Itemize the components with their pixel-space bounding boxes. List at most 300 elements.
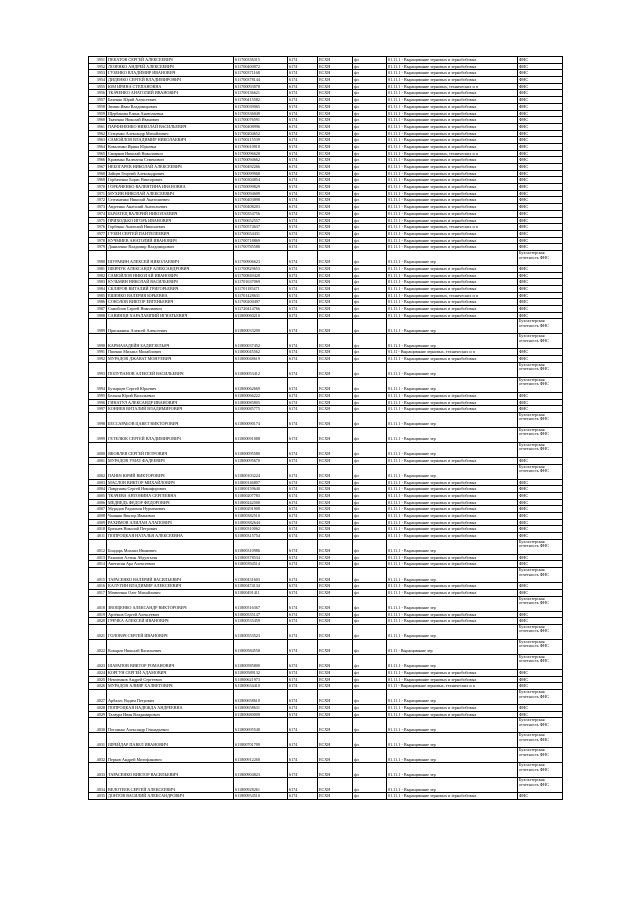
activity-code-cell: 01.11.1 - Выращивание зерновых и зернобобовых bbox=[387, 492, 518, 499]
row-number-cell: 3991 bbox=[89, 349, 107, 356]
row-number-cell: 3960 bbox=[89, 117, 107, 124]
activity-code-cell: 01.11.1 - Выращивание зерновых и зернобобовых bbox=[387, 554, 518, 561]
row-number-cell: 3971 bbox=[89, 190, 107, 197]
table-row bbox=[89, 763, 563, 778]
table-row bbox=[89, 97, 563, 104]
activity-code-cell: 01.11.1 - Выращивание зерновых и зернобобовых bbox=[387, 499, 518, 506]
tax-regime-cell: ЕСХН bbox=[318, 479, 353, 486]
activity-code-cell: 01.11.1 - Выращивание зерновых и зернобобовых bbox=[387, 704, 518, 711]
tax-regime-cell: ЕСХН bbox=[318, 230, 353, 237]
authority-cell: ФНС bbox=[518, 519, 563, 526]
authority-cell: ФНС bbox=[518, 312, 563, 319]
authority-cell: ФНС bbox=[518, 110, 563, 117]
tax-code-cell: 6174 bbox=[288, 499, 318, 506]
tax-code-cell: 6174 bbox=[288, 406, 318, 413]
tax-regime-cell: ЕСХН bbox=[318, 197, 353, 204]
activity-code-cell: 01.11.1 - Выращивание зерновых и зернобобовых bbox=[387, 197, 518, 204]
tax-regime-cell: ЕСХН bbox=[318, 57, 353, 64]
entity-name-cell: ПЕКАТОВ СЕРГЕЙ АЛЕКСЕЕВИЧ bbox=[107, 57, 234, 64]
table-row bbox=[89, 83, 563, 90]
person-type-cell: фл bbox=[353, 164, 387, 171]
person-type-cell: фл bbox=[353, 499, 387, 506]
tax-code-cell: 6174 bbox=[288, 237, 318, 244]
activity-code-cell: 01.11.1 - Выращивание зерновых и зернобобовых bbox=[387, 110, 518, 117]
entity-name-cell: Аветисян Ара Алексеевич bbox=[107, 561, 234, 568]
authority-cell: ФНС bbox=[518, 356, 563, 363]
row-number-cell: 3968 bbox=[89, 170, 107, 177]
entity-name-cell: Даниленко Владимир Владимирович bbox=[107, 244, 234, 251]
row-number-cell: 4009 bbox=[89, 519, 107, 526]
person-type-cell: фл bbox=[353, 143, 387, 150]
person-type-cell: фл bbox=[353, 103, 387, 110]
entity-name-cell: ШРЕЙДАР ПАВЕЛ ИВАНОВИЧ bbox=[107, 733, 234, 748]
activity-code-cell: 01.11.1 - Выращивание зерновых и зернобобовых bbox=[387, 137, 518, 144]
authority-cell: ФНС bbox=[518, 177, 563, 184]
activity-code-cell: 01.11.1 - Выращивание зер bbox=[387, 427, 518, 442]
entity-name-cell: БЫЧАТЕЦ ВАЛЕРИЙ НИКОЛАЕВИЧ bbox=[107, 210, 234, 217]
tax-code-cell: 6174 bbox=[288, 110, 318, 117]
tax-code-cell: 6174 bbox=[288, 596, 318, 611]
row-number-cell: 3992 bbox=[89, 356, 107, 363]
tax-regime-cell: ЕСХН bbox=[318, 190, 353, 197]
person-type-cell: фл bbox=[353, 464, 387, 479]
inn-cell: 611800584550 bbox=[234, 639, 288, 654]
inn-cell: 611700400872 bbox=[234, 63, 288, 70]
activity-code-cell: 01.11.1 - Выращивание зерновых и зернобобовых bbox=[387, 170, 518, 177]
row-number-cell: 4025 bbox=[89, 676, 107, 683]
authority-cell: ФНС bbox=[518, 77, 563, 84]
authority-cell: ФНС bbox=[518, 286, 563, 293]
tax-regime-cell: ЕСХН bbox=[318, 486, 353, 493]
tax-code-cell: 6174 bbox=[288, 639, 318, 654]
table-row bbox=[89, 237, 563, 244]
inn-cell: 611700906623 bbox=[234, 250, 288, 265]
tax-code-cell: 6174 bbox=[288, 568, 318, 583]
entity-name-cell: Талаура Иван Владимирович bbox=[107, 711, 234, 718]
entity-name-cell: ПРИХОДЬКО ИГОРЬ ИВАНОВИЧ bbox=[107, 217, 234, 224]
tax-regime-cell: ЕСХН bbox=[318, 624, 353, 639]
row-number-cell: 3952 bbox=[89, 63, 107, 70]
row-number-cell: 4027 bbox=[89, 689, 107, 704]
row-number-cell: 4007 bbox=[89, 506, 107, 513]
person-type-cell: фл bbox=[353, 123, 387, 130]
tax-code-cell: 6174 bbox=[288, 356, 318, 363]
row-number-cell: 3966 bbox=[89, 157, 107, 164]
tax-regime-cell: ЕСХН bbox=[318, 499, 353, 506]
row-number-cell: 4011 bbox=[89, 533, 107, 540]
entity-name-cell: Коваленко Ирина Юрьевна bbox=[107, 143, 234, 150]
activity-code-cell: 01.11.1 - Выращивание зерновых и зернобобовых bbox=[387, 519, 518, 526]
activity-code-cell: 01.11.1 - Выращивание зерновых и зернобобовых bbox=[387, 479, 518, 486]
activity-code-cell: 01.11.1 - Выращивание зерновых и зернобобовых bbox=[387, 70, 518, 77]
tax-code-cell: 6174 bbox=[288, 312, 318, 319]
person-type-cell: фл bbox=[353, 237, 387, 244]
row-number-cell: 3981 bbox=[89, 265, 107, 272]
activity-code-cell: 01.11.1 - Выращивание зерновых, технических и п bbox=[387, 292, 518, 299]
activity-code-cell: 01.11.1 - Выращивание зерновых и зернобобовых bbox=[387, 299, 518, 306]
person-type-cell: фл bbox=[353, 299, 387, 306]
activity-code-cell: 01.11.1 - Выращивание зерновых и зернобобовых bbox=[387, 306, 518, 313]
activity-code-cell: 01.11.1 - Выращивание зерновых и зернобобовых bbox=[387, 533, 518, 540]
table-row bbox=[89, 117, 563, 124]
row-number-cell: 3967 bbox=[89, 164, 107, 171]
tax-regime-cell: ЕСХН bbox=[318, 137, 353, 144]
authority-cell: Бухгалтерская отчетность ФНС bbox=[518, 654, 563, 669]
authority-cell: ФНС bbox=[518, 130, 563, 137]
person-type-cell: фл bbox=[353, 399, 387, 406]
person-type-cell: фл bbox=[353, 356, 387, 363]
activity-code-cell: 01.11.1 - Выращивание зерновых и зернобобовых bbox=[387, 272, 518, 279]
tax-code-cell: 6174 bbox=[288, 526, 318, 533]
table-row bbox=[89, 164, 563, 171]
authority-cell: ФНС bbox=[518, 457, 563, 464]
authority-cell: ФНС bbox=[518, 279, 563, 286]
tax-regime-cell: ЕСХН bbox=[318, 506, 353, 513]
table-row bbox=[89, 334, 563, 349]
row-number-cell: 4012 bbox=[89, 539, 107, 554]
tax-code-cell: 6174 bbox=[288, 244, 318, 251]
authority-cell: Бухгалтерская отчетность ФНС bbox=[518, 763, 563, 778]
inn-cell: 611800060210 bbox=[234, 312, 288, 319]
tax-regime-cell: ЕСХН bbox=[318, 224, 353, 231]
inn-cell: 611720414766 bbox=[234, 306, 288, 313]
tax-code-cell: 6174 bbox=[288, 362, 318, 377]
tax-regime-cell: ЕСХН bbox=[318, 123, 353, 130]
tax-code-cell: 6174 bbox=[288, 793, 318, 800]
inn-cell: 611700039065 bbox=[234, 103, 288, 110]
tax-code-cell: 6174 bbox=[288, 711, 318, 718]
inn-cell: 611800658631 bbox=[234, 704, 288, 711]
entity-name-cell: МУРАДОВ ДЖАВАТ МОНУЕВИЧ bbox=[107, 356, 234, 363]
person-type-cell: фл bbox=[353, 230, 387, 237]
tax-regime-cell: ЕСХН bbox=[318, 689, 353, 704]
row-number-cell: 4026 bbox=[89, 683, 107, 690]
activity-code-cell: 01.11.1 - Выращивание зер bbox=[387, 250, 518, 265]
activity-code-cell: 01.11.1 - Выращивание зерновых и зернобобовых bbox=[387, 57, 518, 64]
inn-cell: 611700099829 bbox=[234, 184, 288, 191]
person-type-cell: фл bbox=[353, 70, 387, 77]
inn-cell: 611800701709 bbox=[234, 733, 288, 748]
tax-regime-cell: ЕСХН bbox=[318, 683, 353, 690]
person-type-cell: фл bbox=[353, 513, 387, 520]
person-type-cell: фл bbox=[353, 412, 387, 427]
tax-regime-cell: ЕСХН bbox=[318, 83, 353, 90]
tax-code-cell: 6174 bbox=[288, 334, 318, 349]
tax-code-cell: 6174 bbox=[288, 624, 318, 639]
activity-code-cell: 01.11.1 - Выращивание зерновых и зернобобовых bbox=[387, 77, 518, 84]
inn-cell: 611800680009 bbox=[234, 711, 288, 718]
person-type-cell: фл bbox=[353, 110, 387, 117]
tax-code-cell: 6174 bbox=[288, 319, 318, 334]
tax-code-cell: 6174 bbox=[288, 190, 318, 197]
inn-cell: 611800207783 bbox=[234, 492, 288, 499]
table-row bbox=[89, 711, 563, 718]
person-type-cell: фл bbox=[353, 190, 387, 197]
activity-code-cell: 01.11.1 - Выращивание зерновых и зернобобовых bbox=[387, 123, 518, 130]
person-type-cell: фл bbox=[353, 583, 387, 590]
activity-code-cell: 01.11.1 - Выращивание зерновых и зернобобовых bbox=[387, 793, 518, 800]
person-type-cell: фл bbox=[353, 377, 387, 392]
tax-code-cell: 6174 bbox=[288, 77, 318, 84]
table-row bbox=[89, 412, 563, 427]
tax-regime-cell: ЕСХН bbox=[318, 464, 353, 479]
authority-cell: ФНС bbox=[518, 83, 563, 90]
tax-code-cell: 6174 bbox=[288, 265, 318, 272]
tax-code-cell: 6174 bbox=[288, 492, 318, 499]
authority-cell: ФНС bbox=[518, 117, 563, 124]
entity-name-cell: Матвеенко Олег Михайлович bbox=[107, 589, 234, 596]
tax-code-cell: 6174 bbox=[288, 90, 318, 97]
person-type-cell: фл bbox=[353, 457, 387, 464]
authority-cell: Бухгалтерская отчетность ФНС bbox=[518, 412, 563, 427]
entity-name-cell: Кравенко Валентин Семенович bbox=[107, 157, 234, 164]
inn-cell: 611800037452 bbox=[234, 334, 288, 349]
person-type-cell: фл bbox=[353, 442, 387, 457]
entity-name-cell: Чашник Виктор Иванович bbox=[107, 513, 234, 520]
person-type-cell: фл bbox=[353, 90, 387, 97]
tax-code-cell: 6174 bbox=[288, 583, 318, 590]
inn-cell: 611700574637 bbox=[234, 224, 288, 231]
inn-cell: 611700415582 bbox=[234, 97, 288, 104]
authority-cell: Бухгалтерская отчетность ФНС bbox=[518, 427, 563, 442]
authority-cell: ФНС bbox=[518, 97, 563, 104]
table-row bbox=[89, 177, 563, 184]
authority-cell: ФНС bbox=[518, 618, 563, 625]
tax-code-cell: 6174 bbox=[288, 589, 318, 596]
person-type-cell: фл bbox=[353, 312, 387, 319]
table-row bbox=[89, 506, 563, 513]
person-type-cell: фл bbox=[353, 217, 387, 224]
entity-name-cell: Перков Андрей Митофанович bbox=[107, 748, 234, 763]
tax-code-cell: 6174 bbox=[288, 224, 318, 231]
activity-code-cell: 01.11.1 - Выращивание зер bbox=[387, 539, 518, 554]
table-row bbox=[89, 57, 563, 64]
person-type-cell: фл bbox=[353, 63, 387, 70]
inn-cell: 611700336315 bbox=[234, 57, 288, 64]
authority-cell: ФНС bbox=[518, 611, 563, 618]
person-type-cell: фл bbox=[353, 519, 387, 526]
activity-code-cell: 01.11.1 - Выращивание зерновых и зернобобовых bbox=[387, 618, 518, 625]
authority-cell: ФНС bbox=[518, 184, 563, 191]
row-number-cell: 3977 bbox=[89, 230, 107, 237]
table-row bbox=[89, 279, 563, 286]
tax-code-cell: 6174 bbox=[288, 217, 318, 224]
table-row bbox=[89, 479, 563, 486]
activity-code-cell: 01.11.1 - Выращивание зерновых и зернобобовых bbox=[387, 217, 518, 224]
authority-cell: Бухгалтерская отчетность ФНС bbox=[518, 334, 563, 349]
entity-name-cell: КАЛУГИН ВЛАДИМИР АЛЕКСЕЕВИЧ bbox=[107, 583, 234, 590]
tax-regime-cell: ЕСХН bbox=[318, 399, 353, 406]
activity-code-cell: 01.11.1 - Выращивание зерновых и зернобобовых bbox=[387, 210, 518, 217]
entity-name-cell: Бондарь Михаил Иванович bbox=[107, 539, 234, 554]
authority-cell: Бухгалтерская отчетность ФНС bbox=[518, 377, 563, 392]
row-number-cell: 4021 bbox=[89, 624, 107, 639]
entity-name-cell: ТАРАСЕНКО ВАЛЕРИЙ ВАСИЛЬЕВИЧ bbox=[107, 568, 234, 583]
entity-name-cell: ПОЛУПАНОВ АЛЕКСЕЙ ВАСИЛЬЕВИЧ bbox=[107, 362, 234, 377]
row-number-cell: 3989 bbox=[89, 319, 107, 334]
inn-cell: 611700200497 bbox=[234, 299, 288, 306]
inn-cell: 611700304854 bbox=[234, 177, 288, 184]
person-type-cell: фл bbox=[353, 539, 387, 554]
tax-regime-cell: ЕСХН bbox=[318, 170, 353, 177]
row-number-cell: 4018 bbox=[89, 596, 107, 611]
authority-cell: ФНС bbox=[518, 230, 563, 237]
entity-name-cell: МЕДВЕДЬ ФЕДОР ФЕДОРОВИЧ bbox=[107, 499, 234, 506]
activity-code-cell: 01.11.1 - Выращивание зерновых и зернобобовых bbox=[387, 406, 518, 413]
inn-cell: 611800585800 bbox=[234, 654, 288, 669]
person-type-cell: фл bbox=[353, 97, 387, 104]
tax-code-cell: 6174 bbox=[288, 349, 318, 356]
entity-name-cell: КОРГУН СЕРГЕЙ АДАМОВИЧ bbox=[107, 669, 234, 676]
authority-cell: Бухгалтерская отчетность ФНС bbox=[518, 596, 563, 611]
entity-name-cell: ГУЗЕН СЕРГЕЙ ПАНТЕЛЕЕВИЧ bbox=[107, 230, 234, 237]
tax-regime-cell: ЕСХН bbox=[318, 669, 353, 676]
authority-cell: ФНС bbox=[518, 244, 563, 251]
table-row bbox=[89, 596, 563, 611]
table-row bbox=[89, 250, 563, 265]
table-row bbox=[89, 110, 563, 117]
tax-code-cell: 6174 bbox=[288, 286, 318, 293]
table-row bbox=[89, 210, 563, 217]
row-number-cell: 4010 bbox=[89, 526, 107, 533]
row-number-cell: 3983 bbox=[89, 279, 107, 286]
table-row bbox=[89, 292, 563, 299]
inn-cell: 611800621973 bbox=[234, 676, 288, 683]
activity-code-cell: 01.11.1 - Выращивание зерновых и зернобобовых bbox=[387, 204, 518, 211]
activity-code-cell: 01.11.1 - Выращивание зерновых и зернобобовых bbox=[387, 63, 518, 70]
tax-code-cell: 6174 bbox=[288, 292, 318, 299]
person-type-cell: фл bbox=[353, 506, 387, 513]
table-row bbox=[89, 669, 563, 676]
authority-cell: ФНС bbox=[518, 190, 563, 197]
entity-name-cell: ДИДЕНКО СЕРГЕЙ ВЛАДИМИРОВИЧ bbox=[107, 77, 234, 84]
row-number-cell: 4032 bbox=[89, 748, 107, 763]
row-number-cell: 4014 bbox=[89, 561, 107, 568]
inn-cell: 611700652557 bbox=[234, 217, 288, 224]
inn-cell: 611800310986 bbox=[234, 539, 288, 554]
person-type-cell: фл bbox=[353, 778, 387, 793]
entity-name-cell: ШАРАПОВ ВИКТОР РОМАНОВИЧ bbox=[107, 654, 234, 669]
row-number-cell: 3974 bbox=[89, 210, 107, 217]
tax-code-cell: 6174 bbox=[288, 513, 318, 520]
tax-regime-cell: ЕСХН bbox=[318, 568, 353, 583]
inn-cell: 611800095580 bbox=[234, 442, 288, 457]
entity-name-cell: ГРЕЧКА АЛЕКСЕЙ ИВАНОВИЧ bbox=[107, 618, 234, 625]
table-row bbox=[89, 150, 563, 157]
entity-name-cell: НЕБОГАРЕВ НИКОЛАЙ АЛЕКСЕЕВИЧ bbox=[107, 164, 234, 171]
person-type-cell: фл bbox=[353, 224, 387, 231]
tax-code-cell: 6174 bbox=[288, 412, 318, 427]
inn-cell: 611800535459 bbox=[234, 618, 288, 625]
entity-name-cell: ДОНТОВ ВАСИЛИЙ АЛЕКСАНДРОВИЧ bbox=[107, 793, 234, 800]
table-row bbox=[89, 733, 563, 748]
inn-cell: 611700785588 bbox=[234, 244, 288, 251]
tax-code-cell: 6174 bbox=[288, 683, 318, 690]
row-number-cell: 4029 bbox=[89, 711, 107, 718]
activity-code-cell: 01.11.1 - Выращивание зер bbox=[387, 778, 518, 793]
tax-code-cell: 6174 bbox=[288, 442, 318, 457]
activity-code-cell: 01.11.1 - Выращивание зер bbox=[387, 624, 518, 639]
activity-code-cell: 01.11.1 - Выращивание зерновых и зернобобовых bbox=[387, 513, 518, 520]
activity-code-cell: 01.11.1 - Выращивание зерновых и зернобобовых bbox=[387, 103, 518, 110]
tax-code-cell: 6174 bbox=[288, 97, 318, 104]
person-type-cell: фл bbox=[353, 748, 387, 763]
table-row bbox=[89, 299, 563, 306]
tax-regime-cell: ЕСХН bbox=[318, 70, 353, 77]
inn-cell: 611800382510 bbox=[234, 513, 288, 520]
activity-code-cell: 01.11.1 - Выращивание зерновых и зернобобовых bbox=[387, 177, 518, 184]
person-type-cell: фл bbox=[353, 492, 387, 499]
table-row bbox=[89, 224, 563, 231]
row-number-cell: 4019 bbox=[89, 611, 107, 618]
inn-cell: 611700076591 bbox=[234, 117, 288, 124]
authority-cell: ФНС bbox=[518, 164, 563, 171]
tax-code-cell: 6174 bbox=[288, 479, 318, 486]
inn-cell: 611800291908 bbox=[234, 506, 288, 513]
inn-cell: 611800491411 bbox=[234, 589, 288, 596]
entity-name-cell: ЯКОВЛЕВ СЕРГЕЙ ПЕТРОВИЧ bbox=[107, 442, 234, 457]
table-row bbox=[89, 778, 563, 793]
row-number-cell: 3978 bbox=[89, 237, 107, 244]
tax-regime-cell: ЕСХН bbox=[318, 639, 353, 654]
table-row bbox=[89, 77, 563, 84]
inn-cell: 611700378144 bbox=[234, 77, 288, 84]
row-number-cell: 4023 bbox=[89, 654, 107, 669]
authority-cell: ФНС bbox=[518, 399, 563, 406]
tax-regime-cell: ЕСХН bbox=[318, 589, 353, 596]
tax-code-cell: 6174 bbox=[288, 704, 318, 711]
inn-cell: 611700136621 bbox=[234, 90, 288, 97]
tax-regime-cell: ЕСХН bbox=[318, 164, 353, 171]
tax-code-cell: 6174 bbox=[288, 399, 318, 406]
table-row bbox=[89, 204, 563, 211]
table-row bbox=[89, 356, 563, 363]
entity-name-cell: МАСЛОВ ВИКТОР МИХАЙЛОВИЧ bbox=[107, 479, 234, 486]
activity-code-cell: 01.11.1 - Выращивание зерновых и зернобобовых bbox=[387, 611, 518, 618]
table-row bbox=[89, 90, 563, 97]
activity-code-cell: 01.11.1 - Выращивание зер bbox=[387, 654, 518, 669]
row-number-cell: 4003 bbox=[89, 479, 107, 486]
activity-code-cell: 01.11.1 - Выращивание зерновых и зернобобовых bbox=[387, 526, 518, 533]
row-number-cell: 3973 bbox=[89, 204, 107, 211]
table-row bbox=[89, 197, 563, 204]
table-row bbox=[89, 184, 563, 191]
activity-code-cell: 01.11.1 - Выращивание зерновых, технических и п bbox=[387, 83, 518, 90]
tax-code-cell: 6174 bbox=[288, 83, 318, 90]
authority-cell: ФНС bbox=[518, 292, 563, 299]
entity-name-cell: Зимин Иван Владимирович bbox=[107, 103, 234, 110]
table-row bbox=[89, 486, 563, 493]
tax-regime-cell: ЕСХН bbox=[318, 306, 353, 313]
authority-cell: ФНС bbox=[518, 513, 563, 520]
person-type-cell: фл bbox=[353, 733, 387, 748]
table-row bbox=[89, 639, 563, 654]
person-type-cell: фл bbox=[353, 77, 387, 84]
tax-regime-cell: ЕСХН bbox=[318, 90, 353, 97]
tax-code-cell: 6174 bbox=[288, 103, 318, 110]
inn-cell: 611701185471 bbox=[234, 286, 288, 293]
authority-cell: Бухгалтерская отчетность ФНС bbox=[518, 319, 563, 334]
row-number-cell: 3975 bbox=[89, 217, 107, 224]
table-row bbox=[89, 457, 563, 464]
row-number-cell: 3969 bbox=[89, 177, 107, 184]
inn-cell: 611800695540 bbox=[234, 718, 288, 733]
person-type-cell: фл bbox=[353, 486, 387, 493]
activity-code-cell: 01.11.1 - Выращивание зерновых и зернобобовых bbox=[387, 164, 518, 171]
row-number-cell: 3999 bbox=[89, 427, 107, 442]
inn-cell: 611701637069 bbox=[234, 279, 288, 286]
person-type-cell: фл bbox=[353, 711, 387, 718]
